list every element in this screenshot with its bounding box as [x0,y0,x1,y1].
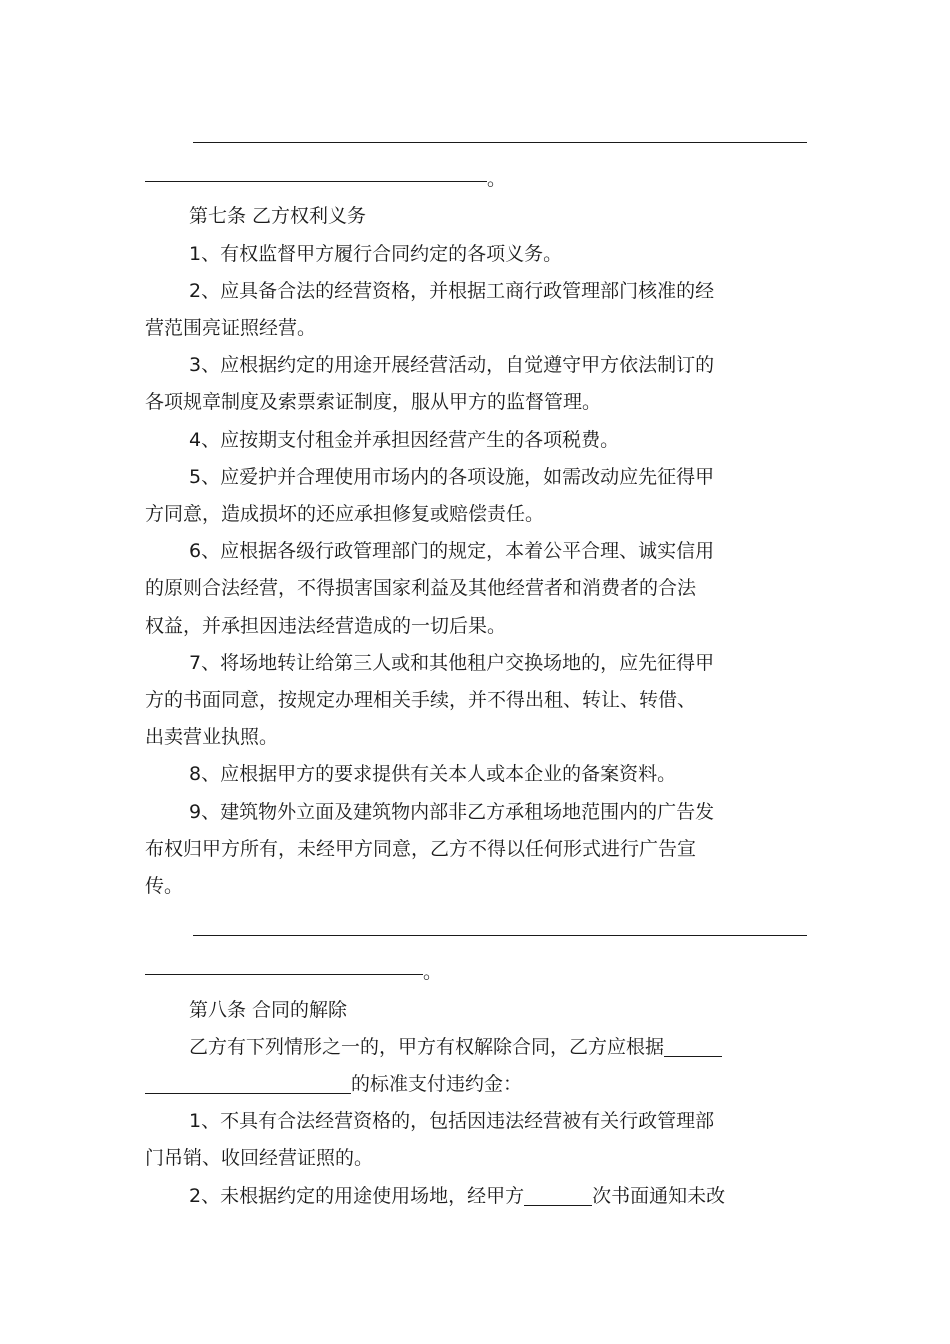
article-7-item-cont: 营范围亮证照经营。 [145,316,317,339]
article-7-item: 6、应根据各级行政管理部门的规定，本着公平合理、诚实信用 [189,540,715,563]
article-8-item: 2、未根据约定的用途使用场地，经甲方 次书面通知未改 [145,1178,807,1215]
article-7-item-cont: 权益，并承担因违法经营造成的一切后果。 [145,614,507,637]
article-7-item: 8、应根据甲方的要求提供有关本人或本企业的备案资料。 [189,763,677,786]
article-8-title: 第八条 合同的解除 [189,998,348,1021]
blank-end-mark: 。 [487,168,507,191]
article-7-item-cont: 方的书面同意，按规定办理相关手续，并不得出租、转让、转借、 [145,689,697,712]
article-8-item-cont: 门吊销、收回经营证照的。 [145,1147,374,1170]
article-7-title: 第七条 乙方权利义务 [189,205,367,228]
article-7-item-cont: 传。 [145,875,184,898]
article-7-item-cont: 方同意，造成损坏的还应承担修复或赔偿责任。 [145,503,545,525]
article-7-item: 7、将场地转让给第三人或和其他租户交换场地的，应先征得甲 [189,651,715,674]
article-7-item-cont: 布权归甲方所有，未经甲方同意，乙方不得以任何形式进行广告宣 [145,837,697,860]
fill-in-blank-line-2 [145,161,807,198]
blank-underline [664,1032,722,1057]
article-7-item: 4、应按期支付租金并承担因经营产生的各项税费。 [189,428,620,451]
blank-underline [524,1181,592,1206]
article-8-item: 1、不具有合法经营资格的，包括因违法经营被有关行政管理部 [189,1110,715,1133]
fill-in-blank-line-1 [145,124,807,161]
article-7-item: 1、有权监督甲方履行合同约定的各项义务。 [189,242,563,265]
fill-in-blank-line-4 [145,954,807,991]
article-7-item-cont: 各项规章制度及索票索证制度，服从甲方的监督管理。 [145,391,602,414]
document-page [145,124,807,1215]
fill-in-blank-line-3 [145,917,807,954]
blank-end-mark: 。 [423,961,443,984]
article-8-intro: 乙方有下列情形之一的，甲方有权解除合同，乙方应根据 [145,1029,807,1066]
article-7-item: 9、建筑物外立面及建筑物内部非乙方承租场地范围内的广告发 [189,800,715,823]
blank-underline [145,1069,351,1094]
article-7-item: 2、应具备合法的经营资格，并根据工商行政管理部门核准的经 [189,279,715,302]
article-7-item: 5、应爱护并合理使用市场内的各项设施，如需改动应先征得甲 [189,465,715,488]
article-7-item: 3、应根据约定的用途开展经营活动，自觉遵守甲方依法制订的 [189,354,715,377]
article-8-intro-cont: 的标准支付违约金： [145,1066,807,1103]
article-7-item-cont: 出卖营业执照。 [145,726,279,749]
article-7-item-cont: 的原则合法经营，不得损害国家利益及其他经营者和消费者的合法 [145,577,697,600]
